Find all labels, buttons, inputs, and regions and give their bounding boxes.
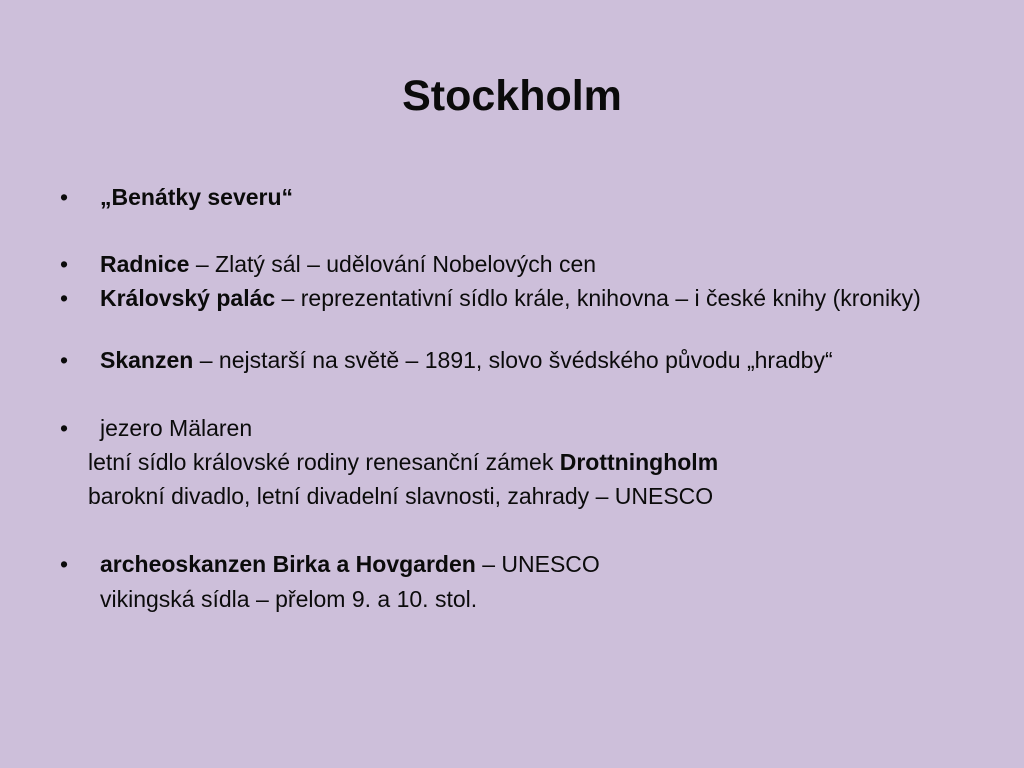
bullet-icon: • [60,347,69,373]
radnice-text: – Zlatý sál – udělování Nobelových cen [189,251,597,277]
bullet-icon: • [60,285,69,311]
malaren-line-2 [88,448,718,476]
skanzen-text: – nejstarší na světě – 1891, slovo švédského původu „hradby“ [193,347,833,373]
bullet-icon: • [60,415,69,441]
list-item-birka [100,550,940,578]
malaren-text: jezero Mälaren [100,415,253,441]
list-item-palac [100,284,930,312]
list-item-skanzen [100,346,940,374]
bullet-icon: • [60,251,69,277]
bullet-icon: • [60,184,69,210]
malaren-line2-text: letní sídlo královské rodiny renesanční zámek [88,449,560,475]
birka-text: – UNESCO [475,551,600,577]
birka-line-2: vikingská sídla – přelom 9. a 10. stol. [100,586,478,612]
palac-text: – reprezentativní sídlo krále, knihovna – i české knihy (kroniky) [275,285,921,311]
list-item-malaren [100,414,940,442]
birka-label: archeoskanzen Birka a Hovgarden [100,551,476,577]
radnice-label: Radnice [100,251,190,277]
list-item-radnice [100,250,940,278]
list-item-benatky [100,183,940,211]
palac-label: Královský palác [100,285,276,311]
malaren-line-3: barokní divadlo, letní divadelní slavnosti, zahrady – UNESCO [88,483,714,509]
skanzen-label: Skanzen [100,347,194,373]
malaren-line2-bold: Drottningholm [559,449,719,475]
slide-title: Stockholm [402,72,622,120]
benatky-label: „Benátky severu“ [100,184,294,210]
bullet-icon: • [60,551,69,577]
